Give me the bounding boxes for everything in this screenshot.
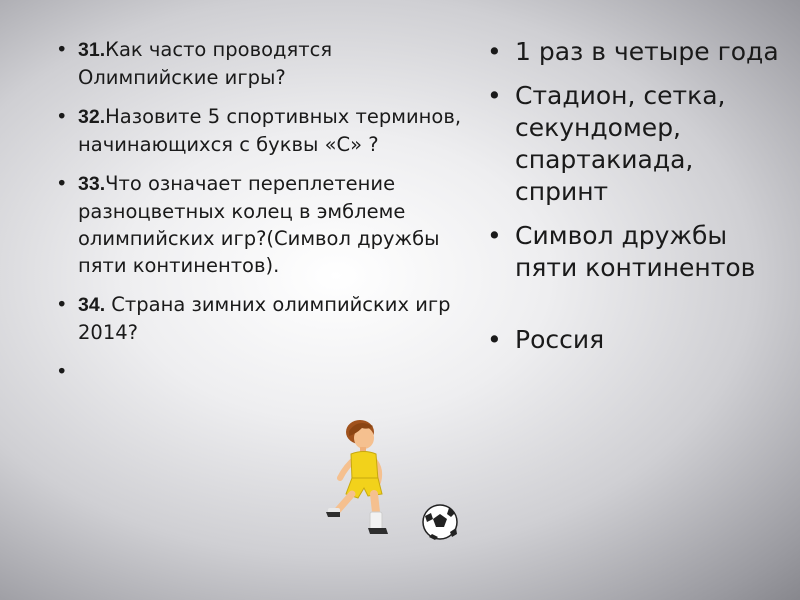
- questions-list: [56, 36, 476, 397]
- question-number: 32.: [78, 106, 106, 128]
- question-text: Как часто проводятся Олимпийские игры?: [78, 38, 333, 89]
- question-item: [56, 170, 476, 279]
- answer-item: • 1 раз в четыре года: [487, 36, 787, 68]
- question-text: Назовите 5 спортивных терминов, начинающихся с буквы «С» ?: [78, 105, 462, 156]
- question-number: 31.: [78, 39, 106, 61]
- question-item: [56, 36, 476, 91]
- question-item: [56, 103, 476, 158]
- question-text: Страна зимних олимпийских игр 2014?: [78, 293, 451, 344]
- answer-item: • Символ дружбы пяти континентов: [487, 220, 787, 284]
- question-text: Что означает переплетение разноцветных колец в эмблеме олимпийских игр?(Символ дружбы пяти континентов).: [78, 172, 440, 277]
- answer-item: • Россия: [487, 324, 787, 356]
- empty-bullet: [56, 358, 476, 385]
- answer-item: • Стадион, сетка, секундомер, спартакиада, спринт: [487, 80, 787, 208]
- question-number: 33.: [78, 173, 106, 195]
- answers-list: [487, 36, 787, 368]
- question-number: 34.: [78, 294, 106, 316]
- question-item: [56, 291, 476, 346]
- soccer-player-kicking-ball-icon: [318, 416, 468, 544]
